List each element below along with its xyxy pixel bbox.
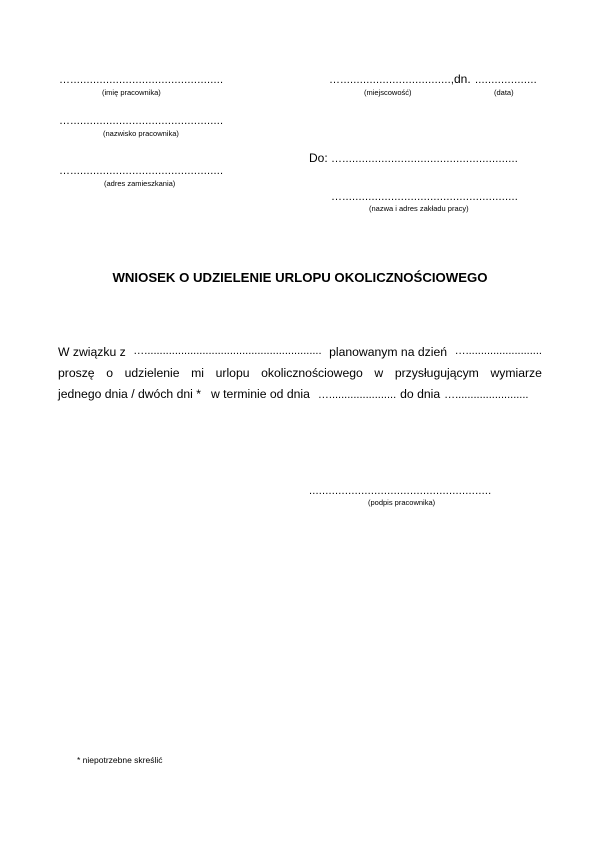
body-days-choice: jednego dnia / dwóch dni * xyxy=(58,387,201,401)
body-from-date-field: …...................... xyxy=(317,389,397,401)
body-word: w xyxy=(374,366,384,380)
body-reason-field: ….......................................................... xyxy=(133,345,322,357)
body-word: udzielenie xyxy=(124,366,180,380)
body-word: okolicznościowego xyxy=(261,366,363,380)
address-field: …............................................... xyxy=(59,165,224,177)
body-word: wymiarze xyxy=(490,366,542,380)
first-name-caption: (imię pracownika) xyxy=(102,88,161,97)
body-planowanym: planowanym na dzień xyxy=(329,345,447,359)
address-caption: (adres zamieszkania) xyxy=(104,179,176,188)
body-planned-date-field: …......................... xyxy=(454,345,542,357)
body-line-1 xyxy=(58,345,542,359)
body-w-zwiazku: W związku z xyxy=(58,345,126,359)
recipient-caption: (nazwa i adres zakładu pracy) xyxy=(369,204,469,213)
last-name-field: …............................................... xyxy=(59,115,224,127)
recipient-field: …...................................................... xyxy=(331,153,519,165)
body-word: proszę xyxy=(58,366,95,380)
body-word: urlopu xyxy=(215,366,250,380)
body-to-date-field: …........................ xyxy=(444,389,529,401)
signature-caption: (podpis pracownika) xyxy=(368,498,436,507)
signature-field: ........................................................ xyxy=(309,485,492,497)
body-word: o xyxy=(106,366,113,380)
recipient-label: Do: xyxy=(309,151,328,165)
place-caption: (miejscowość) xyxy=(364,88,412,97)
first-name-field: …............................................... xyxy=(59,74,224,86)
body-word: mi xyxy=(191,366,205,380)
last-name-caption: (nazwisko pracownika) xyxy=(103,129,179,138)
body-w-terminie: w terminie od dnia xyxy=(210,387,310,401)
body-do-dnia: do dnia xyxy=(400,387,441,401)
body-word: przysługującym xyxy=(394,366,479,380)
body-line-2 xyxy=(58,366,542,380)
dn-label: dn. xyxy=(454,72,471,86)
date-field: ................... xyxy=(475,74,537,86)
place-field: ….................................., xyxy=(329,74,455,86)
date-caption: (data) xyxy=(494,88,514,97)
document-title: WNIOSEK O UDZIELENIE URLOPU OKOLICZNOŚCIOWEGO xyxy=(112,270,488,285)
footnote: * niepotrzebne skreślić xyxy=(77,755,163,765)
body-line-3 xyxy=(58,387,528,401)
recipient-field-2: …...................................................... xyxy=(331,191,519,203)
